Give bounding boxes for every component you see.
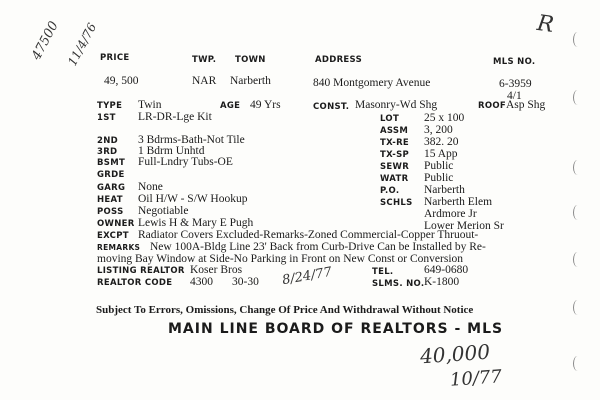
margin-date-note: 11/4/76 bbox=[65, 20, 100, 69]
listing-realtor-label: LISTING REALTOR bbox=[97, 266, 185, 276]
grade-label: GRDE bbox=[97, 170, 125, 180]
town-value: Narberth bbox=[230, 75, 271, 87]
schools-label: SCHLS bbox=[380, 198, 413, 208]
post-office-value: Narberth bbox=[424, 184, 465, 196]
owner-value: Lewis H & Mary E Pugh bbox=[138, 217, 254, 229]
stamp-date-note: 8/24/77 bbox=[281, 264, 334, 289]
edge-mark bbox=[573, 252, 582, 267]
age-value: 49 Yrs bbox=[250, 99, 281, 111]
assessment-value: 3, 200 bbox=[424, 124, 453, 136]
realtor-code-label: REALTOR CODE bbox=[97, 278, 173, 288]
town-label: TOWN bbox=[235, 55, 266, 65]
telephone-value: 649-0680 bbox=[424, 264, 469, 276]
schools-value-3: Lower Merion Sr bbox=[424, 220, 504, 232]
board-name: MAIN LINE BOARD OF REALTORS - MLS bbox=[168, 321, 504, 337]
age-label: AGE bbox=[220, 101, 241, 111]
address-value: 840 Montgomery Avenue bbox=[313, 77, 431, 89]
lot-value: 25 x 100 bbox=[424, 112, 465, 124]
tax-sp-value: 15 App bbox=[424, 148, 458, 160]
roof-label: ROOF bbox=[478, 101, 507, 111]
salesman-number-value: K-1800 bbox=[424, 276, 460, 288]
basement-value: Full-Lndry Tubs-OE bbox=[138, 156, 233, 168]
post-office-label: P.O. bbox=[380, 186, 400, 196]
heat-label: HEAT bbox=[97, 195, 123, 205]
garage-value: None bbox=[138, 181, 163, 193]
margin-price-note: 47500 bbox=[29, 19, 62, 63]
salesman-number-label: SLMS. NO. bbox=[372, 279, 425, 289]
edge-mark bbox=[573, 300, 582, 315]
type-value: Twin bbox=[138, 99, 162, 111]
edge-mark bbox=[573, 205, 582, 220]
tax-sp-label: TX-SP bbox=[380, 150, 410, 160]
second-floor-value: 3 Bdrms-Bath-Not Tile bbox=[138, 134, 245, 146]
second-floor-label: 2ND bbox=[97, 136, 118, 146]
exceptions-label: EXCPT bbox=[97, 231, 129, 241]
mls-sub-value: 4/1 bbox=[507, 90, 522, 102]
realtor-code-value-1: 4300 bbox=[190, 276, 213, 288]
tax-re-label: TX-RE bbox=[380, 138, 410, 148]
schools-value-1: Narberth Elem bbox=[424, 196, 493, 208]
possession-label: POSS bbox=[97, 207, 124, 217]
schools-value-2: Ardmore Jr bbox=[424, 208, 477, 220]
price-label: PRICE bbox=[100, 53, 130, 63]
const-label: CONST. bbox=[313, 102, 350, 112]
garage-label: GARG bbox=[97, 183, 126, 193]
edge-mark bbox=[573, 356, 582, 371]
edge-mark bbox=[573, 160, 582, 175]
disclaimer-text: Subject To Errors, Omissions, Change Of Price And Withdrawal Without Notice bbox=[96, 304, 474, 316]
roof-value: Asp Shg bbox=[506, 99, 546, 111]
twp-value: NAR bbox=[192, 75, 217, 87]
remarks-line-1: New 100A-Bldg Line 23' Back from Curb-Drive Can be Installed by Re- bbox=[150, 241, 486, 253]
price-value: 49, 500 bbox=[104, 75, 139, 87]
sold-date-note: 10/77 bbox=[449, 366, 503, 391]
owner-label: OWNER bbox=[97, 219, 135, 229]
assessment-label: ASSM bbox=[380, 126, 409, 136]
heat-value: Oil H/W - S/W Hookup bbox=[138, 193, 248, 205]
third-floor-value: 1 Bdrm Unhtd bbox=[138, 145, 205, 157]
possession-value: Negotiable bbox=[138, 205, 189, 217]
address-label: ADDRESS bbox=[315, 55, 363, 65]
mls-no-label: MLS NO. bbox=[493, 57, 536, 67]
first-floor-value: LR-DR-Lge Kit bbox=[138, 111, 212, 123]
third-floor-label: 3RD bbox=[97, 147, 118, 157]
sold-price-note: 40,000 bbox=[419, 339, 491, 369]
corner-mark: R bbox=[535, 10, 556, 39]
sewer-label: SEWR bbox=[380, 162, 410, 172]
remarks-label: REMARKS bbox=[97, 243, 141, 252]
sewer-value: Public bbox=[424, 160, 454, 172]
type-label: TYPE bbox=[97, 101, 123, 111]
edge-mark bbox=[573, 32, 582, 47]
basement-label: BSMT bbox=[97, 158, 126, 168]
first-floor-label: 1ST bbox=[97, 113, 116, 123]
mls-no-value: 6-3959 bbox=[499, 78, 532, 90]
edge-mark bbox=[573, 90, 582, 105]
tax-re-value: 382. 20 bbox=[424, 136, 459, 148]
remarks-line-2: moving Bay Window at Side-No Parking in Front on New Const or Conversion bbox=[97, 253, 464, 265]
exceptions-value: Radiator Covers Excluded-Remarks-Zoned Commercial-Copper Thruout- bbox=[138, 229, 479, 241]
telephone-label: TEL. bbox=[372, 267, 394, 277]
listing-realtor-value: Koser Bros bbox=[190, 264, 243, 276]
lot-label: LOT bbox=[380, 114, 400, 124]
water-label: WATR bbox=[380, 174, 409, 184]
water-value: Public bbox=[424, 172, 454, 184]
twp-label: TWP. bbox=[192, 55, 217, 65]
const-value: Masonry-Wd Shg bbox=[355, 99, 438, 111]
realtor-code-value-2: 30-30 bbox=[232, 276, 259, 288]
